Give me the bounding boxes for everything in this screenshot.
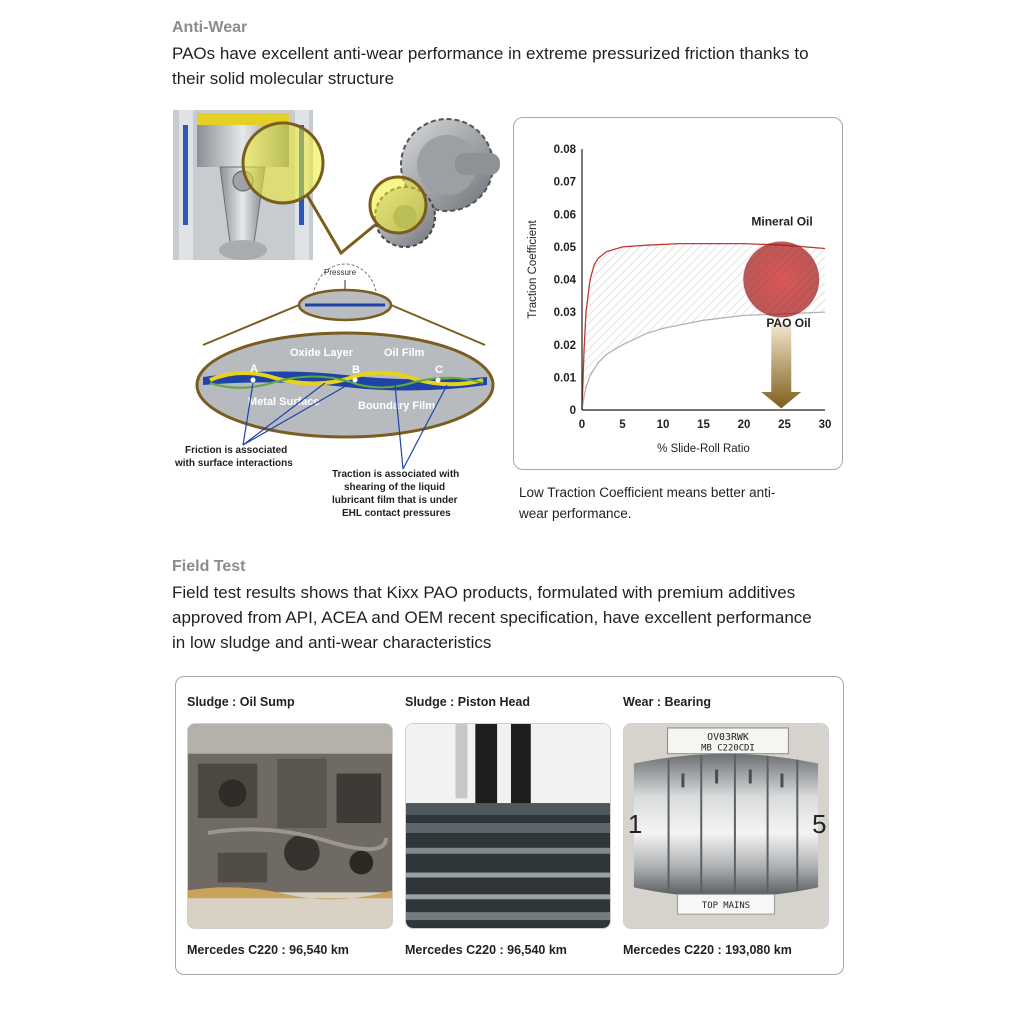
photo-bearing-caption: Mercedes C220 : 193,080 km: [623, 943, 792, 957]
photo-bearing: [623, 677, 829, 974]
y-tick-label: 0.03: [553, 307, 576, 320]
y-tick-label: 0.02: [553, 339, 576, 352]
x-tick-label: 5: [619, 419, 626, 431]
x-tick-label: 20: [737, 419, 751, 431]
photo-piston-head-caption: Mercedes C220 : 96,540 km: [405, 943, 567, 957]
metal-surface-label: Metal Surface: [248, 396, 320, 408]
lubrication-illustration: [165, 105, 505, 530]
field-test-description-line3: in low sludge and anti-wear characteristics: [172, 633, 492, 652]
photo-piston-head: [405, 677, 611, 974]
anti-wear-title: Anti-Wear: [172, 19, 248, 36]
mineral-oil-label: Mineral Oil: [751, 214, 813, 229]
chart-note-line1: Low Traction Coefficient means better anti-: [519, 485, 776, 500]
down-arrow-icon: [761, 324, 801, 409]
bearing-number-right: 5: [812, 810, 827, 839]
photo-oil-sump: [187, 677, 393, 974]
boundary-film-label: Boundary Film: [358, 400, 436, 412]
y-tick-label: 0.07: [553, 176, 576, 189]
anti-wear-description: [172, 41, 862, 91]
y-tick-label: 0.06: [553, 209, 576, 222]
field-test-title: Field Test: [172, 558, 246, 575]
traction-note-line1: Traction is associated with: [332, 469, 460, 480]
oil-film-label: Oil Film: [384, 347, 425, 359]
x-tick-label: 25: [778, 419, 791, 431]
x-tick-label: 0: [578, 419, 586, 431]
photo-bearing-title: Wear : Bearing: [623, 695, 711, 709]
field-test-panel: [175, 676, 844, 975]
pao-oil-label: PAO Oil: [766, 315, 811, 330]
x-tick-label: 10: [656, 419, 670, 431]
bearing-tag-line2: MB C220CDI: [701, 743, 755, 754]
traction-chart: [514, 118, 842, 469]
friction-note-line2: with surface interactions: [175, 458, 293, 469]
x-axis-label: % Slide-Roll Ratio: [657, 443, 750, 455]
anti-wear-description-line2: their solid molecular structure: [172, 69, 395, 88]
y-tick-label: 0: [569, 405, 576, 417]
bearing-top-mains-label: TOP MAINS: [701, 901, 751, 912]
oxide-layer-label: Oxide Layer: [290, 347, 353, 359]
point-a-label: A: [250, 363, 258, 375]
traction-note-line2: shearing of the liquid: [344, 482, 446, 493]
point-b-label: B: [352, 364, 360, 376]
traction-note-line3: lubricant film that is under: [332, 495, 458, 506]
piston-head-image: [405, 723, 611, 929]
photo-oil-sump-title: Sludge : Oil Sump: [187, 695, 295, 709]
bearing-image: [623, 723, 829, 929]
x-tick-label: 30: [818, 419, 832, 431]
y-tick-label: 0.05: [553, 241, 576, 254]
y-axis-label: Traction Coefficient: [527, 220, 539, 319]
y-tick-label: 0.08: [553, 144, 576, 156]
oil-sump-image: [187, 723, 393, 929]
y-tick-label: 0.01: [553, 372, 576, 385]
chart-note: [519, 482, 839, 524]
field-test-description-line2: approved from API, ACEA and OEM recent specification, have excellent performance: [172, 608, 812, 627]
bearing-number-left: 1: [627, 810, 643, 839]
point-c-label: C: [435, 364, 443, 376]
photo-oil-sump-caption: Mercedes C220 : 96,540 km: [187, 943, 349, 957]
mineral-oil-highlight: [743, 242, 819, 318]
bearing-tag-line1: OV03RWK: [707, 731, 749, 743]
anti-wear-description-line1: PAOs have excellent anti-wear performance in extreme pressurized friction thanks to: [172, 44, 809, 63]
field-test-description-line1: Field test results shows that Kixx PAO products, formulated with premium additives: [172, 583, 796, 602]
pressure-label: Pressure: [324, 268, 357, 277]
y-tick-label: 0.04: [553, 274, 576, 287]
friction-note-line1: Friction is associated: [185, 445, 288, 456]
photo-piston-head-title: Sludge : Piston Head: [405, 695, 531, 709]
traction-chart-panel: [513, 117, 843, 470]
x-tick-label: 15: [697, 419, 710, 431]
field-test-description: [172, 580, 862, 655]
chart-note-line2: wear performance.: [519, 506, 632, 521]
traction-note-line4: EHL contact pressures: [342, 508, 451, 519]
